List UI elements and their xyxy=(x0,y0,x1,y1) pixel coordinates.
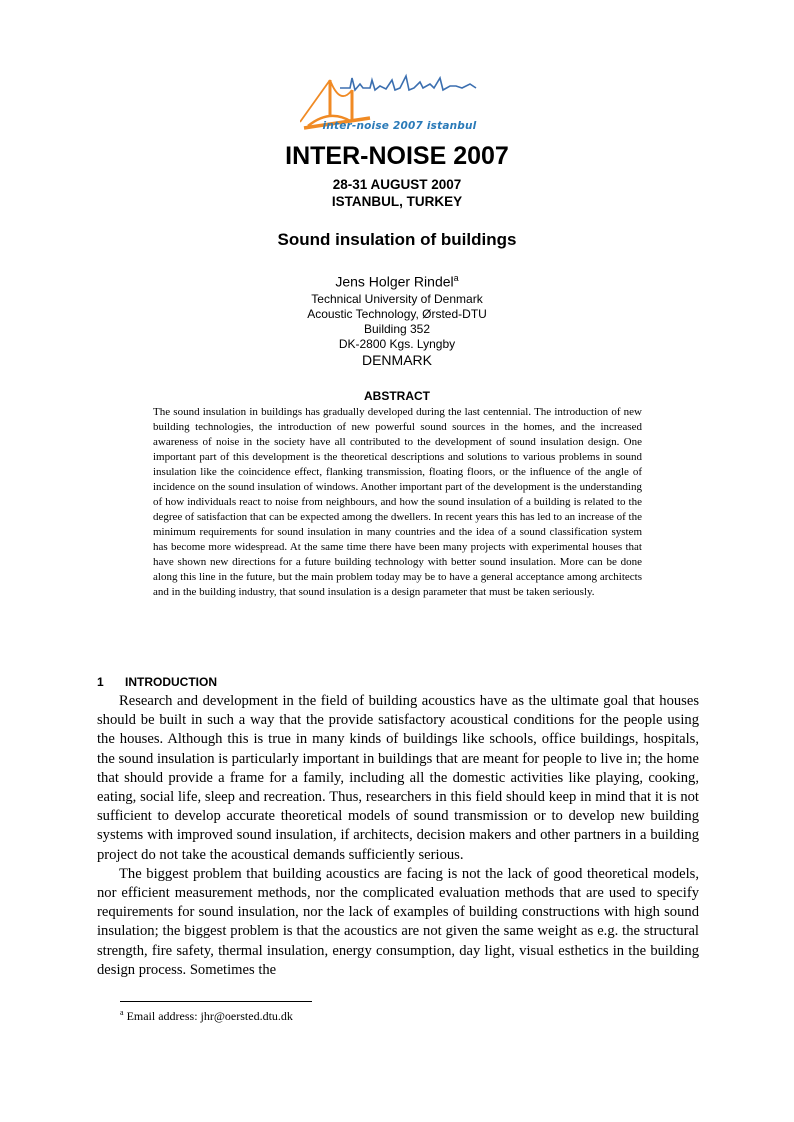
affiliation-line: Acoustic Technology, Ørsted-DTU xyxy=(307,307,487,321)
affiliation xyxy=(0,292,794,369)
author-name: Jens Holger Rindel xyxy=(335,273,454,290)
footnote-mark: a xyxy=(120,1008,124,1017)
abstract-heading: ABSTRACT xyxy=(364,389,430,403)
paragraph: Research and development in the field of building acoustics have as the ultimate goal that houses should be built in such a way that the provide satisfactory acoustical conditions for the people using the houses. Although this is true in many kinds of buildings like schools, office buildings, hospitals, the sound insulation is particularly important in buildings that are meant for people to live in; the home that should provide a frame for a family, including all the domestic activities like playing, cooking, eating, social life, sleep and recreation. Thus, researchers in this field should keep in mind that it is not sufficient to develop accurate theoretical models of sound transmission or to develop new building systems with improved sound insulation, if architects, decision makers and other partners in a building project do not take the acoustical demands sufficiently serious. xyxy=(97,693,699,863)
footnote-rule xyxy=(120,1001,312,1002)
paper-title: Sound insulation of buildings xyxy=(277,230,517,249)
affiliation-line: Building 352 xyxy=(363,322,431,336)
logo-wave-icon xyxy=(340,76,476,90)
affiliation-line: Technical University of Denmark xyxy=(311,292,483,306)
abstract-text: The sound insulation in buildings has gradually developed during the last centennial. The introduction of new building technologies, the introduction of new powerful sound sources in the homes, and the increased awareness of noise in the society have all contributed to the development of sound insulation design. One important part of this development is the theoretical descriptions and solutions to various problems in sound insulation like the coincidence effect, flanking transmission, floating floors, or the influence of the angle of incidence on the sound insulation of windows. Another important part of the development is the understanding of how individuals react to noise from neighbours, and how the sound insulation of a building is related to the degree of satisfaction that can be expected among the dwellers. In recent years this has led to an increase of the minimum requirements for sound insulation in many countries and the idea of a sound classification system has become more widespread. At the same time there have been many projects with experimental houses that have shown new directions for a future building technology with better sound insulation. More can be done along this line in the future, but the main problem today may be to have a general acceptance among architects and in the building industry, that sound insulation is a design parameter that must be taken seriously. xyxy=(153,406,642,598)
affiliation-line: DK-2800 Kgs. Lyngby xyxy=(338,337,456,351)
author-footnote-mark: a xyxy=(453,273,459,283)
footnote-text: Email address: jhr@oersted.dtu.dk xyxy=(126,1009,293,1023)
conference-place: ISTANBUL, TURKEY xyxy=(331,194,463,209)
paragraph: The biggest problem that building acoustics are facing is not the lack of good theoretical models, nor efficient measurement methods, nor the complicated evaluation methods that are used to specify requirements for sound insulation, nor the lack of examples of building constructions with high sound insulation; the biggest problem is that the acoustics are not given the same weight as e.g. the structural strength, fire safety, thermal insulation, energy consumption, day light, visual esthetics in the building design process. Sometimes the xyxy=(97,865,699,978)
author xyxy=(0,273,794,290)
section-body xyxy=(97,692,699,980)
section-number: 1 xyxy=(97,675,104,689)
conference-date: 28-31 AUGUST 2007 xyxy=(332,177,462,192)
section-title: INTRODUCTION xyxy=(125,675,217,689)
logo-text: inter-noise 2007 istanbul xyxy=(322,120,477,132)
footnote xyxy=(120,1008,293,1024)
conference-title: INTER-NOISE 2007 xyxy=(285,142,509,170)
section-heading xyxy=(97,675,217,689)
affiliation-country: DENMARK xyxy=(361,352,432,368)
